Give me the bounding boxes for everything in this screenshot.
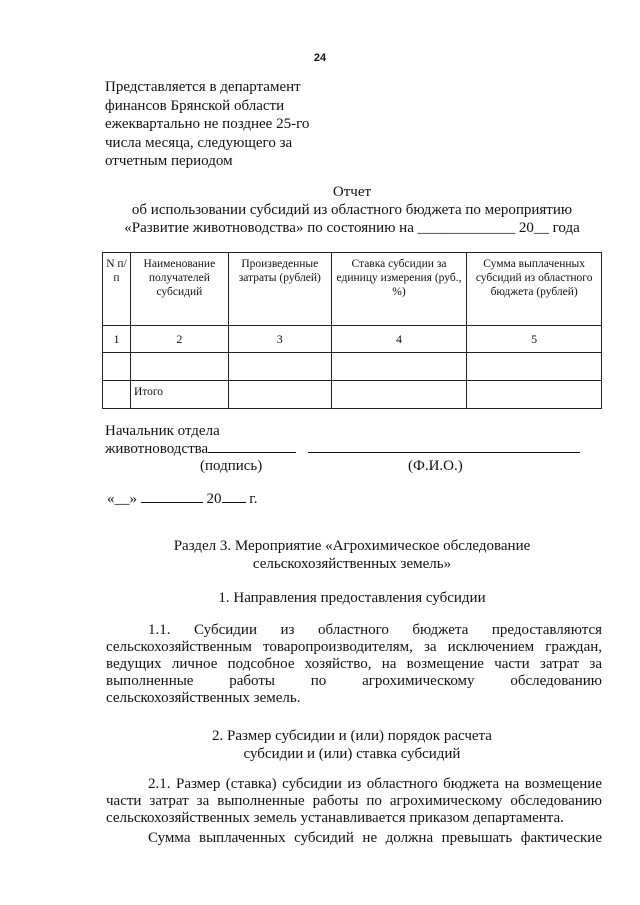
signature-department: животноводства <box>105 441 209 457</box>
paragraph-line: 1.1. Субсидии из областного бюджета предоставляются <box>148 622 602 638</box>
date-suffix: г. <box>249 491 258 507</box>
table-cell <box>331 381 467 409</box>
paragraph-line: выполненные работы по агрохимическому обследованию <box>106 673 602 689</box>
paragraph-line: 2.1. Размер (ставка) субсидии из областного бюджета на возмещение <box>148 776 602 792</box>
report-table <box>102 252 602 409</box>
subsection-heading: 1. Направления предоставления субсидии <box>218 590 486 606</box>
paragraph-line: сельскохозяйственных земель устанавливается приказом департамента. <box>106 810 564 826</box>
table-cell <box>228 353 331 381</box>
paragraph-line: ведущих личное подсобное хозяйство, на возмещение части затрат за <box>106 656 602 672</box>
name-line <box>308 440 580 453</box>
table-header-cell: Произведенные затраты (рублей) <box>228 253 331 326</box>
paragraph-line: сельскохозяйственных земель. <box>106 690 301 706</box>
report-title: Отчет <box>332 184 372 200</box>
paragraph-line: сельскохозяйственным товаропроизводителям, за исключением граждан, <box>106 639 602 655</box>
table-header-cell: Сумма выплаченных субсидий из областного бюджета (рублей) <box>467 253 602 326</box>
report-subtitle: об использовании субсидий из областного бюджета по мероприятию <box>131 202 573 218</box>
paragraph-sum <box>106 830 602 847</box>
submission-note-line: отчетным периодом <box>105 153 233 169</box>
signature-block <box>105 422 580 458</box>
name-caption: (Ф.И.О.) <box>408 458 463 474</box>
table-header-cell: N п/п <box>103 253 131 326</box>
table-cell <box>467 353 602 381</box>
table-cell: 4 <box>331 326 467 353</box>
page-number: 24 <box>313 52 327 64</box>
table-cell: 5 <box>467 326 602 353</box>
table-cell <box>228 381 331 409</box>
table-header-cell: Ставка субсидии за единицу измерения (руб., %) <box>331 253 467 326</box>
table-column-number-row <box>103 326 602 353</box>
table-cell <box>130 353 228 381</box>
date-month-line <box>141 490 203 503</box>
paragraph-2-1 <box>106 776 602 827</box>
table-cell <box>467 381 602 409</box>
report-subtitle-date: «Развитие животноводства» по состоянию на _____________ 20__ года <box>124 220 580 236</box>
submission-note-line: ежеквартально не позднее 25-го <box>105 116 310 132</box>
date-year-line <box>222 490 246 503</box>
subsection-heading: 2. Размер субсидии и (или) порядок расчета <box>212 728 492 744</box>
table-cell: 2 <box>130 326 228 353</box>
paragraph-line: части затрат за выполненные работы по агрохимическому обследованию <box>106 793 602 809</box>
table-cell <box>331 353 467 381</box>
signature-position: Начальник отдела <box>105 423 220 439</box>
table-cell: 3 <box>228 326 331 353</box>
section-title-cont: сельскохозяйственных земель» <box>252 556 452 572</box>
table-cell <box>103 381 131 409</box>
table-total-label: Итого <box>130 381 228 409</box>
table-cell <box>103 353 131 381</box>
submission-note-line: числа месяца, следующего за <box>105 134 293 151</box>
table-row <box>103 353 602 381</box>
submission-note-line: финансов Брянской области <box>105 97 285 114</box>
date-line <box>107 490 257 508</box>
signature-line <box>208 440 296 453</box>
date-day: «__» <box>107 491 137 507</box>
table-total-row <box>103 381 602 409</box>
table-header-row <box>103 253 602 326</box>
paragraph-line: Сумма выплаченных субсидий не должна превышать фактические <box>148 830 602 846</box>
submission-note <box>105 78 325 171</box>
table-cell: 1 <box>103 326 131 353</box>
submission-note-line: Представляется в департамент <box>105 79 301 95</box>
table-header-cell: Наименование получателей субсидий <box>130 253 228 326</box>
section-title: Раздел 3. Мероприятие «Агрохимическое обследование <box>173 538 531 554</box>
signature-caption: (подпись) <box>200 458 263 474</box>
subsection-heading-cont: субсидии и (или) ставка субсидий <box>243 746 461 762</box>
paragraph-1-1 <box>106 622 602 707</box>
date-year-prefix: 20 <box>206 491 222 507</box>
